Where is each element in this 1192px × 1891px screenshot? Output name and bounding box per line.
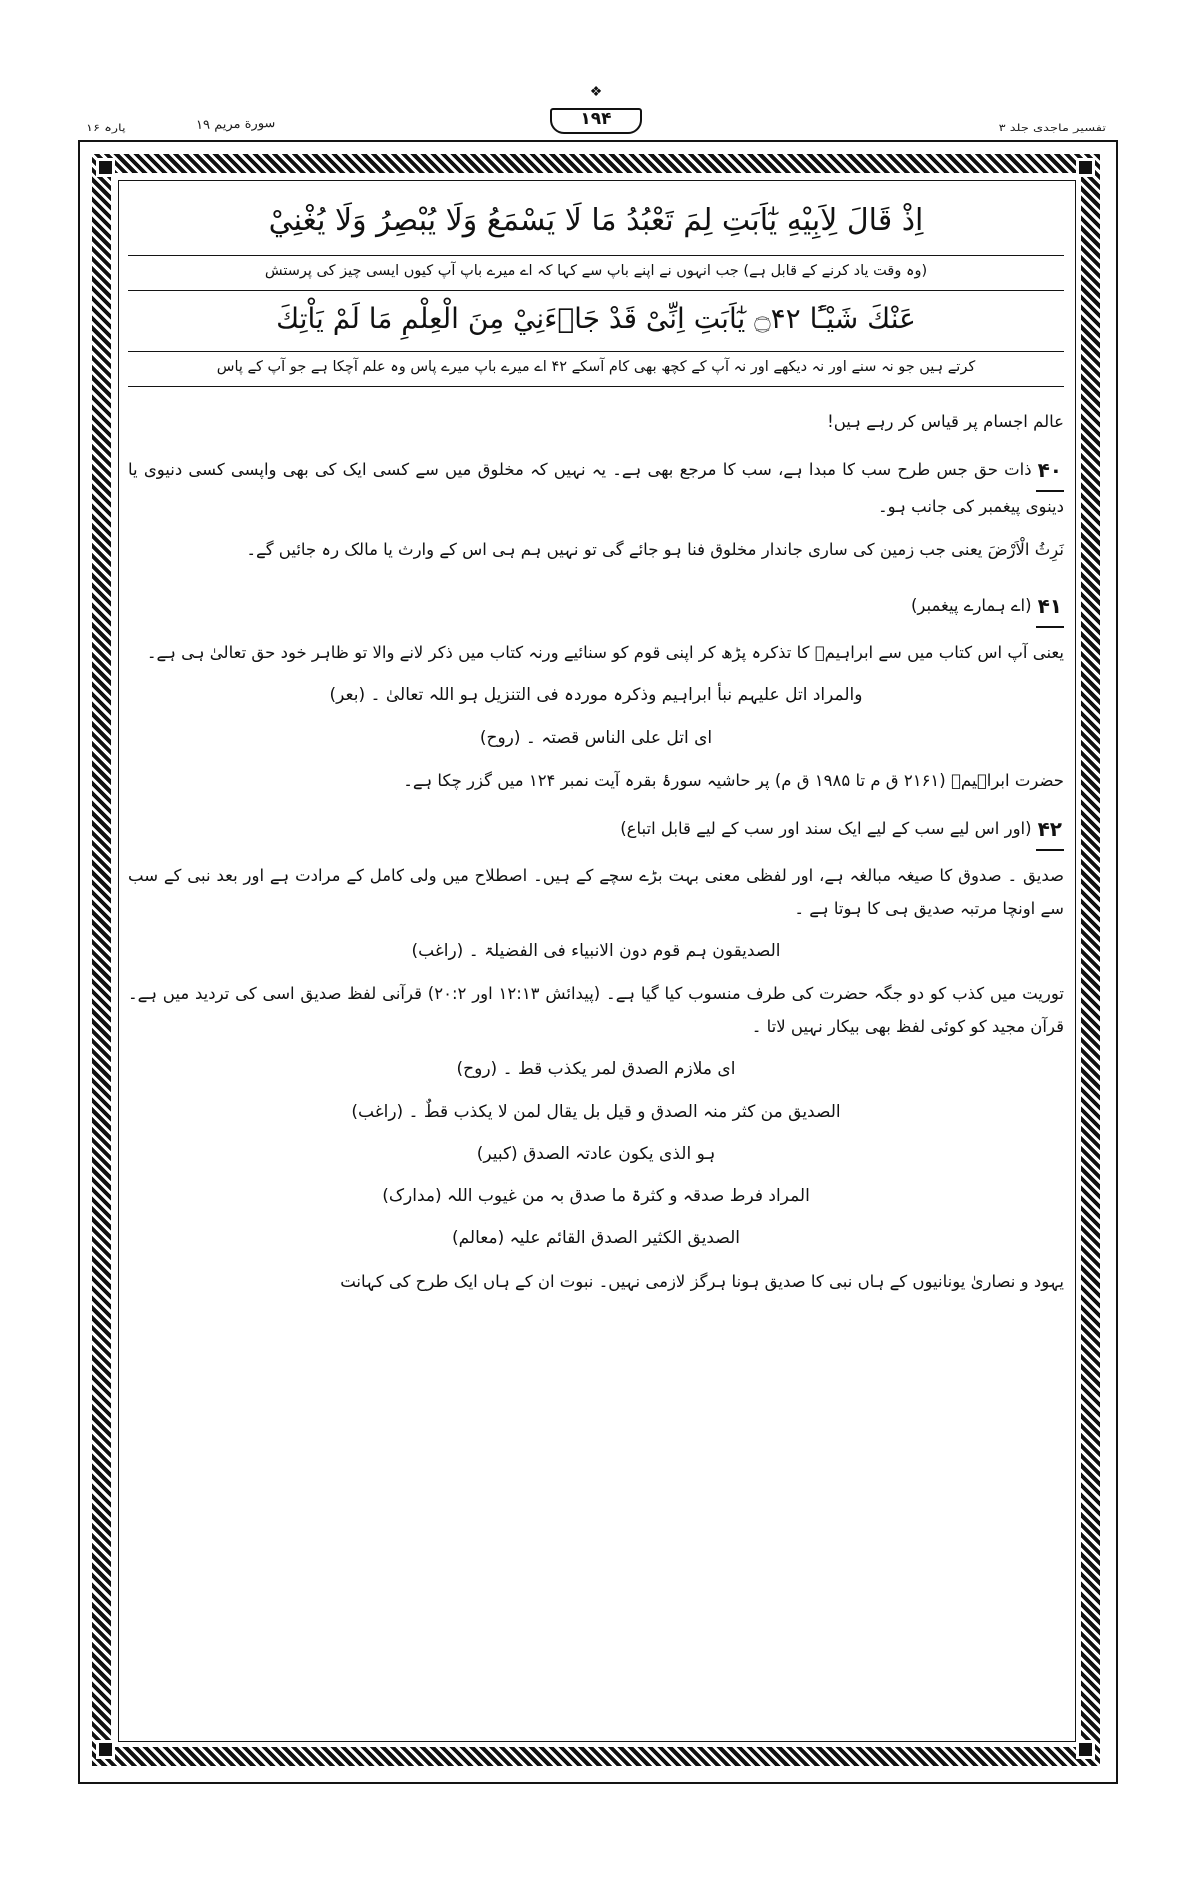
page-header	[86, 85, 1106, 136]
arabic-citation: والمراد اتل علیہم نبأ ابراہیم وذکرہ موردہ فی التنزیل ہو اللہ تعالیٰ ۔ (بعر)	[329, 685, 863, 706]
commentary-line: حضرت ابراہیمؑ (۲۱۶۱ ق م تا ۱۹۸۵ ق م) پر حاشیہ سورۂ بقرہ آیت نمبر ۱۲۴ میں گزر چکا ہے۔	[403, 770, 1064, 790]
ayah-text-2: عَنْكَ شَيْـًٔا ۝۴۲ يٰٓاَبَتِ اِنِّىْ قَدْ جَاۗءَنِيْ مِنَ الْعِلْمِ مَا لَمْ يَاْتِكَ	[276, 302, 916, 336]
note-text: (اے ہمارے پیغمبر)	[910, 596, 1032, 616]
corner-dot-bottom-left	[96, 1740, 115, 1759]
surah-label: سورة مریم ۱۹	[195, 115, 276, 134]
ayah-translation-2: کرتے ہیں جو نہ سنے اور نہ دیکھے اور نہ آپ کے کچھ بھی کام آسکے ۴۲ اے میرے باپ میرے پاس وہ علم آچکا ہے جو آپ کے پاس	[216, 358, 976, 375]
arabic-citation: ہو الذی یکون عادتہ الصدق (کبیر)	[476, 1143, 716, 1164]
header-left-ornament: تفسیر ماجدی جلد ۳	[998, 122, 1106, 135]
commentary-note	[128, 584, 1064, 626]
page-number: ۱۹۴	[580, 109, 612, 129]
commentary-line: عالم اجسام پر قیاس کر رہے ہیں!	[827, 412, 1064, 432]
note-text: (اور اس لیے سب کے لیے ایک سند اور سب کے لیے قابل اتباع)	[620, 818, 1032, 838]
arabic-citation: الصدیق من کثر منہ الصدق و قیل بل یقال لمن لا یکذب قطٌ ۔ (راغب)	[351, 1101, 841, 1122]
commentary-line: یہود و نصاریٰ یونانیوں کے ہاں نبی کا صدیق ہونا ہرگز لازمی نہیں۔ نبوت ان کے ہاں ایک طرح کی کہانت	[340, 1271, 1064, 1291]
commentary-note	[128, 807, 1064, 849]
page-content	[128, 192, 1064, 1728]
note-marker: ۴۱	[1036, 586, 1064, 628]
page-number-badge	[550, 85, 642, 136]
commentary-note	[128, 448, 1064, 523]
commentary-line: توریت میں کذب کو دو جگہ حضرت کی طرف منسوب کیا گیا ہے۔ (پیدائش ۱۲:۱۳ اور ۲۰:۲) قرآنی لفظ صدیق اسی کی تردید میں ہے۔ قرآن مجید کو کوئی لفظ بھی بیکار نہیں لاتا ۔	[128, 984, 1064, 1037]
arabic-citation: الصدیق الکثیر الصدق القائم علیہ (معالم)	[451, 1228, 741, 1249]
arabic-citation: المراد فرط صدقہ و کثرۃ ما صدق بہ من غیوب اللہ (مدارک)	[382, 1186, 810, 1207]
commentary-line: نَرِثُ الْاَرْضَ یعنی جب زمین کی ساری جاندار مخلوق فنا ہو جائے گی تو نہیں ہم ہی اس کے وارث یا مالک رہ جائیں گے۔	[246, 540, 1064, 560]
note-text: ذات حق جس طرح سب کا مبدا ہے، سب کا مرجع بھی ہے۔ یہ نہیں کہ مخلوق میں سے کسی ایک کی بھی واپسی کسی دنیوی یا دینوی پیغمبر کی جانب ہو۔	[128, 460, 1064, 517]
commentary-line: صدیق ۔ صدوق کا صیغہ مبالغہ ہے، اور لفظی معنی بہت بڑے سچے کے ہیں۔ اصطلاح میں ولی کامل کے مرادت ہے اور بعد نبی کے سب سے اونچا مرتبہ صدیق ہی کا ہوتا ہے ۔	[128, 865, 1064, 918]
header-right-ornament: پارہ ۱۶	[86, 122, 126, 135]
corner-dot-top-left	[96, 158, 115, 177]
commentary-line: یعنی آپ اس کتاب میں سے ابراہیمؑ کا تذکرہ پڑھ کر اپنی قوم کو سنائیے ورنہ کتاب میں ذکر لانے والا تو ظاہر خود حق تعالیٰ ہی ہے۔	[146, 643, 1064, 663]
note-marker: ۴۰	[1036, 450, 1064, 492]
commentary-body	[128, 405, 1064, 1297]
arabic-citation: الصدیقون ہم قوم دون الانبیاء فی الفضیلۃ ۔ (راغب)	[411, 940, 781, 961]
corner-dot-top-right	[1076, 158, 1095, 177]
divider-4	[128, 386, 1064, 387]
ayah-text-1: اِذْ قَالَ لِاَبِيْهِ يٰٓاَبَتِ لِمَ تَعْبُدُ مَا لَا يَسْمَعُ وَلَا يُبْصِرُ وَلَا يُغْنِيْ	[268, 203, 924, 238]
ayah-translation-1: (وہ وقت یاد کرنے کے قابل ہے) جب انہوں نے اپنے باپ سے کہا کہ اے میرے باپ آپ کیوں ایسی چیز کی پرستش	[264, 262, 928, 279]
arabic-citation: ای اتل علی الناس قصتہ ۔ (روح)	[479, 727, 713, 748]
corner-dot-bottom-right	[1076, 1740, 1095, 1759]
arabic-citation: ای ملازم الصدق لمر یکذب قط ۔ (روح)	[456, 1059, 736, 1080]
crest-ornament-icon: ❖	[589, 85, 603, 100]
note-marker: ۴۲	[1036, 809, 1064, 851]
